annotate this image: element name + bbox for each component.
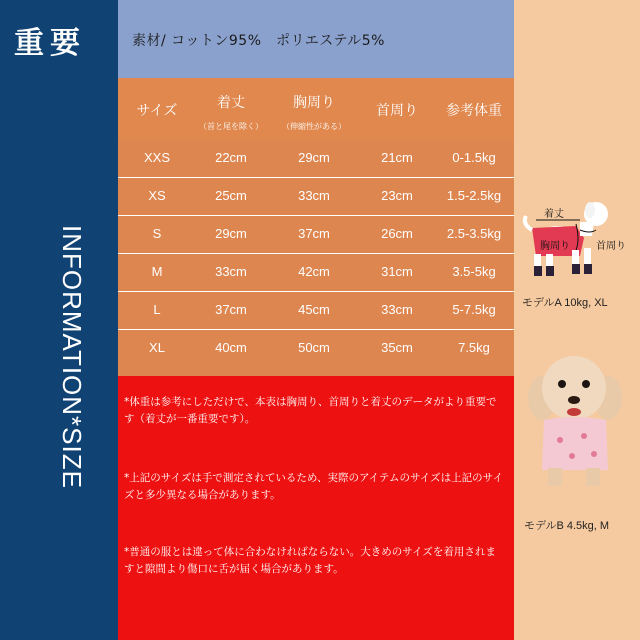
cell-length: 37cm — [215, 302, 247, 317]
cell-neck: 31cm — [381, 264, 413, 279]
cell-chest: 33cm — [298, 188, 330, 203]
cell-neck: 33cm — [381, 302, 413, 317]
material-text: 素材/ コットン95% ポリエステル5% — [132, 33, 385, 49]
label-neck: 首周り — [596, 241, 626, 252]
column-header-label: サイズ — [136, 103, 178, 119]
cell-chest: 42cm — [298, 264, 330, 279]
table-row — [118, 140, 514, 178]
model-a-caption: モデルA 10kg, XL — [522, 297, 608, 309]
cell-size: L — [153, 302, 161, 317]
model-b-dog-photo — [514, 340, 640, 500]
cell-chest: 50cm — [298, 340, 330, 355]
cell-neck: 21cm — [381, 150, 413, 165]
cell-weight: 3.5-5kg — [452, 264, 496, 279]
column-header-neck — [362, 100, 432, 120]
cell-chest: 37cm — [298, 226, 330, 241]
cell-neck: 23cm — [381, 188, 413, 203]
table-row — [118, 254, 514, 292]
cell-weight: 1.5-2.5kg — [446, 188, 502, 203]
cell-length: 33cm — [215, 264, 247, 279]
cell-neck: 35cm — [381, 340, 413, 355]
table-row — [118, 292, 514, 330]
cell-neck: 26cm — [381, 226, 413, 241]
left-sidebar — [0, 0, 118, 640]
column-header-note: （首と尾を除く） — [199, 122, 263, 131]
column-header-note: （伸縮性がある） — [282, 122, 346, 131]
column-header-label: 着丈 — [217, 95, 245, 111]
label-chest: 胸周り — [540, 241, 570, 252]
cell-chest: 45cm — [298, 302, 330, 317]
cell-size: XL — [149, 340, 165, 355]
note-fit: *普通の服とは違って体に合わなければならない。大きめのサイズを着用されますと隙間より傷口に舌が届く場合があります。 — [124, 546, 496, 575]
cell-length: 40cm — [215, 340, 247, 355]
notes-panel — [118, 376, 514, 640]
table-row — [118, 330, 514, 376]
cell-size: XS — [148, 188, 166, 203]
cell-weight: 2.5-3.5kg — [446, 226, 502, 241]
table-row — [118, 178, 514, 216]
note-measurement: *上記のサイズは手で測定されているため、実際のアイテムのサイズは上記のサイズと多少異なる場合があります。 — [124, 472, 503, 501]
column-header-size — [118, 100, 196, 120]
column-header-length — [196, 92, 266, 132]
cell-length: 25cm — [215, 188, 247, 203]
column-header-label: 参考体重 — [446, 103, 502, 119]
column-header-weight — [436, 100, 512, 120]
column-header-label: 首周り — [376, 103, 418, 119]
cell-length: 22cm — [215, 150, 247, 165]
vertical-info-size-title: INFORMATION*SIZE — [57, 225, 87, 489]
label-length: 着丈 — [544, 209, 564, 220]
note-weight: *体重は参考にしただけで、本表は胸周り、首周りと着丈のデータがより重要です（着丈が一番重要です）。 — [124, 396, 497, 425]
cell-size: S — [152, 226, 162, 241]
cell-weight: 5-7.5kg — [452, 302, 496, 317]
cell-weight: 7.5kg — [458, 340, 490, 355]
material-band — [118, 0, 514, 78]
size-table — [118, 78, 514, 376]
column-header-label: 胸周り — [293, 95, 335, 111]
table-row — [118, 216, 514, 254]
cell-length: 29cm — [215, 226, 247, 241]
cell-weight: 0-1.5kg — [452, 150, 496, 165]
important-title: 重要 — [14, 26, 86, 61]
cell-chest: 29cm — [298, 150, 330, 165]
model-b-caption: モデルB 4.5kg, M — [524, 520, 610, 532]
cell-size: XXS — [143, 150, 170, 165]
table-header-row — [118, 78, 514, 141]
column-header-chest — [278, 92, 350, 132]
cell-size: M — [151, 264, 163, 279]
right-model-column — [514, 0, 640, 640]
